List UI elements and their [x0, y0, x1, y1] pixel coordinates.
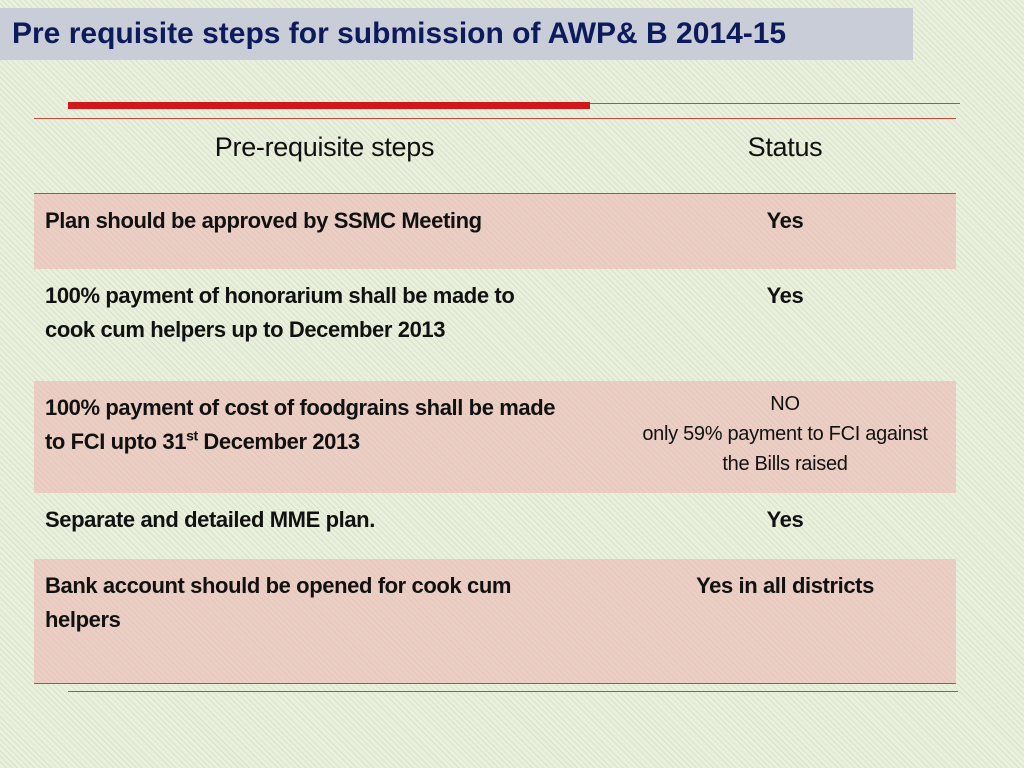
step-text: Separate and detailed MME plan.	[45, 507, 375, 532]
status-text: Yes	[766, 208, 804, 233]
step-line-part: to FCI upto 31	[45, 429, 187, 454]
ordinal-suffix: st	[186, 427, 198, 444]
step-text	[34, 559, 614, 683]
red-accent-bar	[68, 102, 590, 109]
status-line: NO	[770, 393, 800, 415]
slide-title-bar	[0, 8, 913, 60]
step-line: cook cum helpers up to December 2013	[45, 317, 446, 342]
step-line: helpers	[45, 607, 121, 632]
header-status: Status	[747, 132, 823, 162]
step-text	[34, 381, 614, 493]
status-text	[614, 381, 956, 493]
prerequisite-table	[34, 119, 956, 684]
status-text: Yes	[766, 283, 804, 308]
step-line: 100% payment of honorarium shall be made to	[45, 283, 515, 308]
slide-title: Pre requisite steps for submission of AWP& B 2014-15	[12, 17, 787, 50]
step-line-part: December 2013	[197, 429, 360, 454]
table-header-row	[34, 119, 956, 193]
bottom-divider	[68, 691, 958, 692]
table-row	[34, 381, 956, 493]
status-text: Yes	[766, 507, 804, 532]
table-row	[34, 493, 956, 559]
header-steps: Pre-requisite steps	[214, 132, 435, 162]
status-line: only 59% payment to FCI against	[642, 423, 928, 445]
step-line	[45, 425, 604, 459]
table-row	[34, 269, 956, 381]
step-text: Plan should be approved by SSMC Meeting	[45, 208, 482, 233]
table-row	[34, 193, 956, 269]
step-text	[34, 269, 614, 381]
status-text: Yes in all districts	[696, 573, 874, 598]
step-line: 100% payment of cost of foodgrains shall be made	[45, 395, 556, 420]
status-line: the Bills raised	[722, 453, 848, 475]
step-line: Bank account should be opened for cook cum	[45, 573, 512, 598]
accent-line	[590, 103, 960, 104]
table-row	[34, 559, 956, 684]
